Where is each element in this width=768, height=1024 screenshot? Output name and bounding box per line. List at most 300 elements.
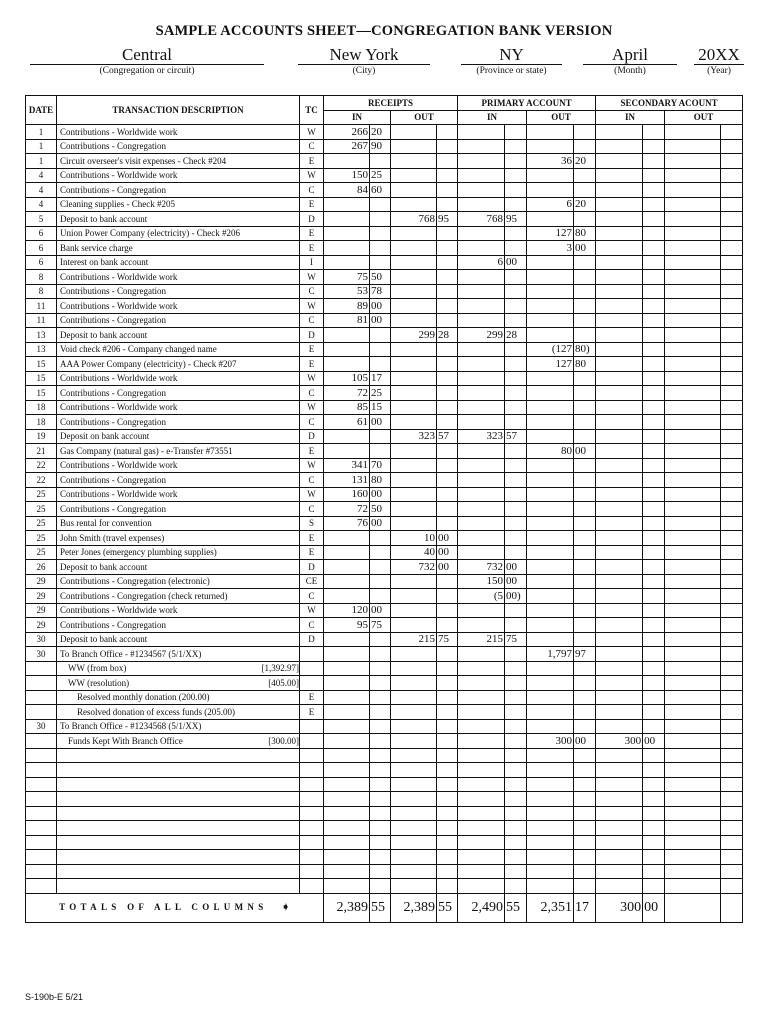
row-receipts-out-int: 732 [391,560,437,575]
row-tc: W [300,125,324,140]
row-tc [300,777,324,792]
row-receipts-in-cents [370,835,391,850]
row-primary-out-cents: 80 [574,357,596,372]
month-caption: (Month) [614,66,646,76]
row-secondary-out-cents [721,212,743,227]
row-secondary-out-cents [721,168,743,183]
row-receipts-out-cents: 00 [437,545,458,560]
row-date: 6 [26,241,57,256]
row-tc: I [300,255,324,270]
row-receipts-out-int: 10 [391,531,437,546]
month-value: April [612,45,648,64]
row-receipts-in-int [324,545,370,560]
row-receipts-in-int: 81 [324,313,370,328]
row-date: 29 [26,603,57,618]
row-date: 25 [26,516,57,531]
row-tc: D [300,212,324,227]
row-secondary-out-cents [721,139,743,154]
row-primary-in-int: 323 [458,429,505,444]
row-tc: D [300,560,324,575]
row-secondary-out-cents [721,313,743,328]
row-secondary-out-int [665,647,721,662]
row-description: Contributions - Worldwide work [57,603,300,618]
total-primary-out-int: 2,351 [527,893,574,922]
row-primary-out-int [527,632,574,647]
row-secondary-in-cents [643,603,665,618]
row-primary-in-cents [505,618,527,633]
row-secondary-in-int [596,473,643,488]
row-receipts-out-cents [437,516,458,531]
row-receipts-out-cents [437,197,458,212]
row-receipts-in-cents [370,154,391,169]
total-secondary-in-cents: 00 [643,893,665,922]
row-description [57,835,300,850]
row-receipts-in-int [324,154,370,169]
row-secondary-out-int [665,125,721,140]
row-receipts-in-cents: 00 [370,516,391,531]
secondary-out-header: OUT [665,110,743,125]
row-secondary-in-int [596,850,643,865]
row-secondary-out-cents [721,690,743,705]
table-row [26,690,743,705]
table-row [26,458,743,473]
row-primary-out-int: 3 [527,241,574,256]
row-primary-in-int: 768 [458,212,505,227]
row-receipts-in-int: 105 [324,371,370,386]
row-description [57,763,300,778]
row-tc: E [300,690,324,705]
row-primary-in-cents [505,386,527,401]
year-value: 20XX [698,45,740,64]
row-receipts-out-int [391,777,437,792]
row-secondary-in-int [596,763,643,778]
row-primary-in-int [458,168,505,183]
row-description: Contributions - Worldwide work [57,168,300,183]
row-primary-out-int [527,212,574,227]
row-primary-in-int [458,183,505,198]
row-tc: W [300,400,324,415]
row-date: 1 [26,139,57,154]
row-secondary-in-int [596,589,643,604]
row-description: Contributions - Congregation [57,502,300,517]
row-date: 15 [26,371,57,386]
row-primary-in-cents [505,270,527,285]
row-description: Contributions - Worldwide work [57,270,300,285]
row-primary-in-int [458,357,505,372]
row-secondary-in-cents [643,197,665,212]
total-primary-in-cents: 55 [505,893,527,922]
row-description-text: WW (resolution) [68,677,130,688]
row-primary-in-int [458,603,505,618]
row-secondary-in-int [596,661,643,676]
row-date: 30 [26,647,57,662]
row-tc [300,763,324,778]
row-tc: CE [300,574,324,589]
row-date: 13 [26,342,57,357]
table-row [26,850,743,865]
row-receipts-out-int [391,676,437,691]
row-receipts-out-cents [437,386,458,401]
row-primary-out-cents [574,545,596,560]
province-caption: (Province or state) [476,66,547,76]
row-secondary-out-cents [721,386,743,401]
row-primary-in-cents [505,516,527,531]
row-secondary-out-cents [721,270,743,285]
row-receipts-in-int: 131 [324,473,370,488]
row-description: Cleaning supplies - Check #205 [57,197,300,212]
row-receipts-out-int [391,879,437,894]
row-description: Contributions - Congregation [57,183,300,198]
row-description-wrap [60,662,299,674]
row-receipts-out-cents [437,226,458,241]
row-primary-out-cents [574,705,596,720]
row-receipts-out-cents: 00 [437,531,458,546]
row-secondary-in-int [596,386,643,401]
row-secondary-in-cents [643,545,665,560]
row-primary-out-cents [574,313,596,328]
row-receipts-out-cents: 57 [437,429,458,444]
row-primary-in-cents [505,705,527,720]
table-row [26,241,743,256]
row-primary-in-int [458,676,505,691]
row-primary-in-int [458,531,505,546]
row-receipts-in-cents: 90 [370,139,391,154]
row-primary-in-cents [505,168,527,183]
total-receipts-out-cents: 55 [437,893,458,922]
row-secondary-in-int [596,328,643,343]
total-receipts-in-int: 2,389 [324,893,370,922]
row-receipts-out-cents: 28 [437,328,458,343]
row-primary-in-int [458,502,505,517]
row-secondary-out-cents [721,618,743,633]
row-secondary-out-int [665,516,721,531]
row-secondary-out-cents [721,299,743,314]
row-secondary-in-cents [643,618,665,633]
row-receipts-in-int [324,444,370,459]
row-date: 30 [26,719,57,734]
row-primary-out-cents [574,371,596,386]
row-primary-in-int [458,647,505,662]
row-primary-out-int [527,850,574,865]
row-receipts-out-int: 768 [391,212,437,227]
row-receipts-in-cents: 00 [370,603,391,618]
row-secondary-out-cents [721,748,743,763]
row-tc: W [300,458,324,473]
row-secondary-out-cents [721,647,743,662]
row-description: To Branch Office - #1234568 (5/1/XX) [57,719,300,734]
row-primary-out-cents [574,864,596,879]
row-receipts-out-cents [437,487,458,502]
row-receipts-in-cents [370,357,391,372]
row-tc: C [300,589,324,604]
row-date: 25 [26,531,57,546]
row-primary-in-cents [505,400,527,415]
row-date: 15 [26,357,57,372]
row-primary-in-int [458,313,505,328]
row-receipts-out-cents [437,777,458,792]
row-primary-in-cents [505,792,527,807]
row-primary-out-int [527,545,574,560]
row-description: Contributions - Worldwide work [57,487,300,502]
row-receipts-in-int [324,661,370,676]
row-primary-in-cents [505,661,527,676]
row-receipts-out-int [391,473,437,488]
row-receipts-out-cents [437,241,458,256]
row-receipts-out-cents [437,183,458,198]
row-date [26,690,57,705]
row-primary-in-cents [505,864,527,879]
row-primary-in-int [458,879,505,894]
row-primary-out-int [527,516,574,531]
row-date: 18 [26,400,57,415]
row-description [57,864,300,879]
row-secondary-in-int [596,821,643,836]
row-date: 1 [26,154,57,169]
row-secondary-out-cents [721,400,743,415]
row-receipts-in-cents: 00 [370,415,391,430]
row-primary-out-cents: 20 [574,154,596,169]
row-date: 11 [26,299,57,314]
table-row [26,473,743,488]
row-secondary-in-cents [643,371,665,386]
row-secondary-out-cents [721,502,743,517]
row-tc: C [300,415,324,430]
row-tc: E [300,342,324,357]
table-row [26,879,743,894]
row-secondary-out-int [665,777,721,792]
row-secondary-out-int [665,589,721,604]
row-receipts-in-cents: 20 [370,125,391,140]
row-receipts-out-int [391,690,437,705]
row-secondary-out-cents [721,589,743,604]
row-secondary-in-int [596,429,643,444]
row-receipts-in-int: 53 [324,284,370,299]
row-secondary-out-cents [721,197,743,212]
row-primary-in-cents [505,473,527,488]
city-caption: (City) [352,66,376,76]
row-secondary-in-cents [643,516,665,531]
row-secondary-out-int [665,676,721,691]
row-receipts-in-cents [370,777,391,792]
row-primary-in-cents [505,342,527,357]
row-primary-in-int [458,850,505,865]
row-primary-out-int: 36 [527,154,574,169]
row-primary-in-cents [505,371,527,386]
row-secondary-out-cents [721,371,743,386]
row-secondary-out-cents [721,429,743,444]
row-primary-in-int [458,618,505,633]
row-primary-in-cents [505,444,527,459]
row-primary-in-cents [505,357,527,372]
table-row [26,603,743,618]
row-secondary-out-int [665,879,721,894]
row-receipts-out-int [391,603,437,618]
row-receipts-in-cents [370,197,391,212]
table-row [26,197,743,212]
row-tc: C [300,473,324,488]
row-secondary-in-cents [643,502,665,517]
row-primary-in-int [458,545,505,560]
row-secondary-out-cents [721,632,743,647]
row-tc: E [300,357,324,372]
row-secondary-in-cents [643,154,665,169]
row-primary-out-int [527,415,574,430]
row-receipts-out-cents [437,371,458,386]
row-receipts-in-cents: 15 [370,400,391,415]
row-receipts-out-int [391,734,437,749]
row-secondary-in-cents [643,241,665,256]
row-secondary-in-cents [643,835,665,850]
row-secondary-in-int [596,255,643,270]
row-primary-out-cents [574,676,596,691]
table-row [26,415,743,430]
row-secondary-in-cents [643,676,665,691]
row-receipts-in-int [324,589,370,604]
row-receipts-in-cents: 00 [370,487,391,502]
row-primary-in-int [458,139,505,154]
row-date: 18 [26,415,57,430]
row-secondary-in-int [596,125,643,140]
row-receipts-in-int [324,560,370,575]
table-row [26,632,743,647]
row-tc: W [300,487,324,502]
row-secondary-in-int [596,719,643,734]
row-secondary-out-int [665,415,721,430]
row-description: Deposit to bank account [57,560,300,575]
row-primary-in-int [458,835,505,850]
row-tc: C [300,139,324,154]
row-secondary-in-int [596,748,643,763]
row-date: 4 [26,168,57,183]
row-receipts-in-cents: 25 [370,386,391,401]
row-date: 19 [26,429,57,444]
row-primary-out-cents: 97 [574,647,596,662]
row-receipts-in-cents [370,734,391,749]
row-date: 29 [26,589,57,604]
row-receipts-out-cents [437,879,458,894]
row-description: Bank service charge [57,241,300,256]
row-description-text: Funds Kept With Branch Office [68,735,183,746]
row-receipts-in-cents [370,690,391,705]
row-secondary-out-cents [721,676,743,691]
row-secondary-in-cents [643,212,665,227]
row-primary-out-cents [574,806,596,821]
congregation-line [30,64,264,65]
row-date [26,879,57,894]
row-primary-out-int [527,603,574,618]
row-primary-in-cents [505,821,527,836]
row-receipts-in-int [324,647,370,662]
row-primary-out-int [527,777,574,792]
row-primary-in-cents: 00 [505,255,527,270]
row-primary-out-int [527,661,574,676]
row-description: Contributions - Congregation [57,284,300,299]
row-primary-out-cents [574,284,596,299]
row-date [26,835,57,850]
row-secondary-out-int [665,357,721,372]
row-secondary-out-int [665,821,721,836]
row-secondary-in-int [596,313,643,328]
receipts-out-header: OUT [391,110,458,125]
row-description [57,806,300,821]
row-date: 15 [26,386,57,401]
row-receipts-out-int [391,705,437,720]
row-date [26,792,57,807]
row-receipts-in-cents: 50 [370,270,391,285]
row-secondary-in-int [596,241,643,256]
row-primary-in-cents: 28 [505,328,527,343]
row-primary-out-cents [574,473,596,488]
row-receipts-out-int [391,821,437,836]
row-receipts-in-int [324,241,370,256]
row-primary-out-cents [574,168,596,183]
row-primary-out-cents [574,560,596,575]
row-primary-in-int [458,299,505,314]
row-primary-in-int [458,241,505,256]
row-receipts-out-cents [437,821,458,836]
row-primary-out-int [527,690,574,705]
row-receipts-in-int [324,748,370,763]
row-secondary-out-cents [721,516,743,531]
year-line [694,64,744,65]
row-primary-out-int [527,676,574,691]
row-date: 25 [26,545,57,560]
row-receipts-in-int: 84 [324,183,370,198]
row-receipts-out-int [391,792,437,807]
row-secondary-in-int [596,371,643,386]
row-receipts-in-int: 150 [324,168,370,183]
row-primary-in-cents [505,226,527,241]
row-receipts-out-int [391,357,437,372]
row-primary-out-cents [574,763,596,778]
row-primary-in-cents [505,139,527,154]
row-receipts-out-cents [437,458,458,473]
row-receipts-out-int [391,197,437,212]
row-receipts-out-int [391,371,437,386]
row-date [26,777,57,792]
row-primary-out-int: 300 [527,734,574,749]
row-secondary-in-cents: 00 [643,734,665,749]
row-secondary-in-int [596,444,643,459]
row-description-text: WW (from box) [68,663,127,674]
table-row [26,429,743,444]
table-row [26,386,743,401]
row-receipts-out-int [391,719,437,734]
row-receipts-out-cents [437,734,458,749]
row-receipts-out-int [391,589,437,604]
table-row [26,864,743,879]
row-primary-out-int [527,284,574,299]
row-description [57,821,300,836]
row-receipts-out-cents [437,415,458,430]
row-primary-in-int [458,806,505,821]
row-date: 1 [26,125,57,140]
row-primary-out-int [527,560,574,575]
row-receipts-in-cents: 25 [370,168,391,183]
row-secondary-in-cents [643,125,665,140]
row-secondary-out-cents [721,284,743,299]
totals-row [26,893,743,922]
receipts-header: RECEIPTS [324,96,458,111]
row-receipts-in-cents: 70 [370,458,391,473]
row-secondary-in-int [596,487,643,502]
row-tc: C [300,502,324,517]
row-secondary-in-int [596,183,643,198]
row-secondary-out-cents [721,183,743,198]
row-primary-in-int [458,270,505,285]
row-primary-out-cents: 20 [574,197,596,212]
row-description-wrap [60,691,299,703]
